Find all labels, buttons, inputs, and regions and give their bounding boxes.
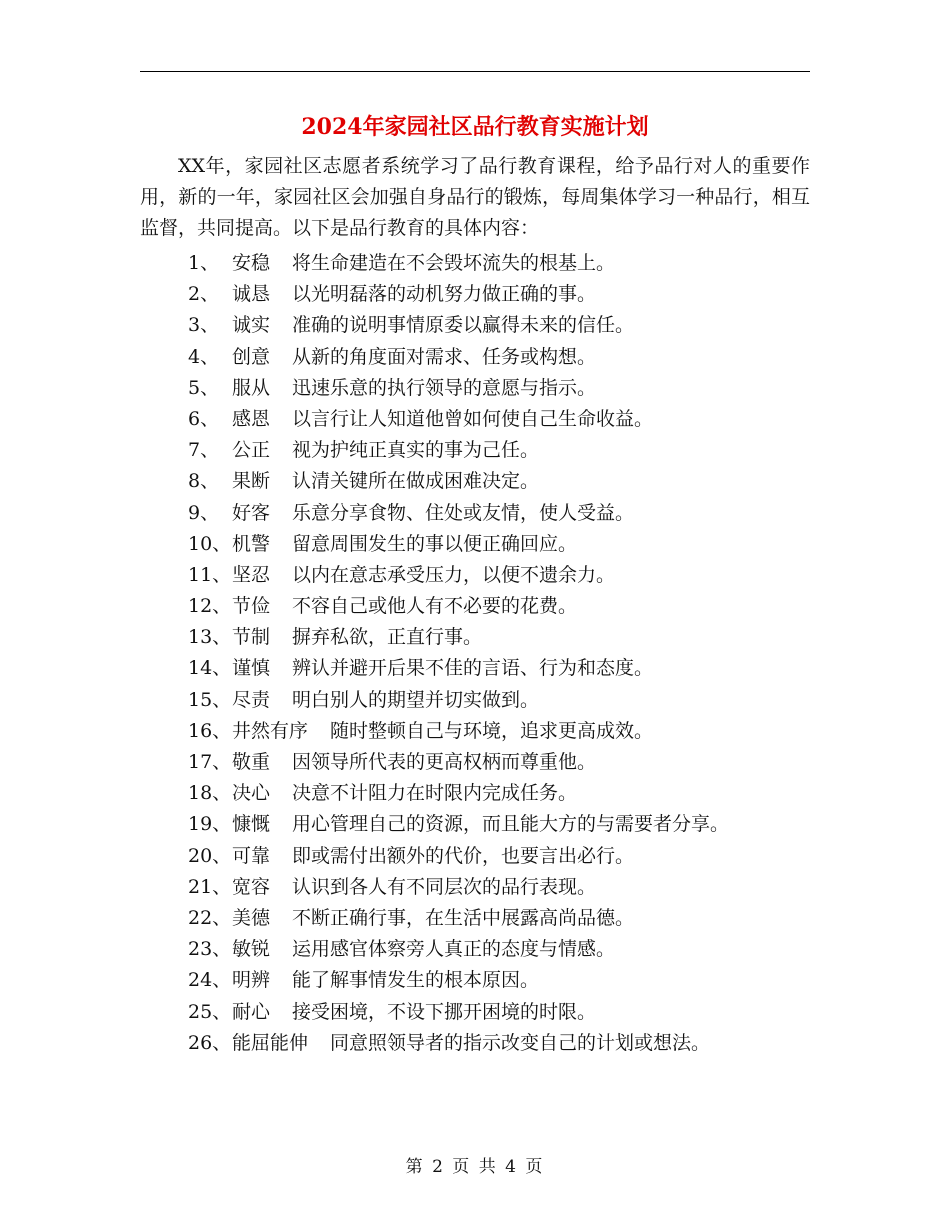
item-number: 13、: [188, 626, 232, 649]
item-number: 12、: [188, 595, 232, 618]
item-description: 以内在意志承受压力，以便不遗余力。: [292, 563, 616, 586]
item-description: 乐意分享食物、住处或友情，使人受益。: [292, 501, 635, 524]
item-description: 因领导所代表的更高权柄而尊重他。: [292, 751, 597, 773]
item-number: 9、: [188, 501, 220, 524]
item-description: 迅速乐意的执行领导的意愿与指示。: [292, 376, 597, 399]
item-description: 接受困境，不设下挪开困境的时限。: [292, 1000, 597, 1023]
item-term: 节俭: [232, 595, 271, 618]
item-description: 明白别人的期望并切实做到。: [292, 688, 540, 711]
item-term: 能屈能伸: [232, 1031, 309, 1054]
page-footer: 第 2 页 共 4 页: [405, 1157, 545, 1177]
item-number: 6、: [188, 407, 220, 430]
list-item: [188, 965, 828, 996]
item-number: 20、: [188, 844, 232, 867]
list-item: [188, 934, 828, 965]
item-description: 决意不计阻力在时限内完成任务。: [292, 782, 578, 805]
item-description: 随时整顿自己与环境，追求更高成效。: [330, 719, 654, 742]
header-rule: [140, 71, 810, 72]
item-description: 能了解事情发生的根本原因。: [292, 969, 540, 992]
item-term: 好客: [232, 501, 271, 524]
item-description: 以光明磊落的动机努力做正确的事。: [292, 283, 597, 306]
item-description: 辨认并避开后果不佳的言语、行为和态度。: [292, 657, 654, 680]
item-description: 留意周围发生的事以便正确回应。: [292, 532, 578, 555]
list-item: [188, 1028, 828, 1059]
item-number: 19、: [188, 813, 232, 836]
list-item: [188, 342, 828, 373]
item-description: 不断正确行事，在生活中展露高尚品德。: [292, 906, 635, 929]
document-title: 2024年家园社区品行教育实施计划: [301, 114, 649, 140]
item-description: 用心管理自己的资源，而且能大方的与需要者分享。: [292, 813, 730, 836]
item-number: 16、: [188, 719, 232, 742]
item-number: 25、: [188, 1000, 232, 1023]
list-item: [188, 373, 828, 404]
item-term: 坚忍: [232, 563, 271, 586]
item-number: 3、: [188, 314, 220, 337]
list-item: [188, 997, 828, 1028]
item-number: 14、: [188, 657, 232, 680]
item-term: 节制: [232, 626, 271, 649]
list-item: [188, 685, 828, 716]
item-description: 摒弃私欲，正直行事。: [292, 626, 483, 649]
item-term: 尽责: [232, 688, 271, 711]
item-number: 8、: [188, 470, 220, 493]
item-term: 井然有序: [232, 719, 309, 742]
list-item: [188, 279, 828, 310]
list-item: [188, 903, 828, 934]
item-term: 耐心: [232, 1000, 271, 1023]
item-number: 21、: [188, 875, 232, 898]
item-term: 明辨: [232, 969, 271, 992]
item-term: 决心: [232, 782, 271, 805]
item-description: 视为护纯正真实的事为己任。: [292, 439, 540, 462]
item-term: 机警: [232, 532, 271, 555]
item-number: 11、: [188, 563, 232, 586]
list-item: [188, 435, 828, 466]
item-description: 认清关键所在做成困难决定。: [292, 470, 540, 493]
item-number: 2、: [188, 283, 220, 306]
item-description: 以言行让人知道他曾如何使自己生命收益。: [292, 407, 654, 430]
item-term: 感恩: [232, 407, 271, 430]
list-item: [188, 841, 828, 872]
intro-paragraph: XX年，家园社区志愿者系统学习了品行教育课程，给予品行对人的重要作用，新的一年，家园社区会加强自身品行的锻炼，每周集体学习一种品行，相互监督，共同提高。以下是品行教育的具体内容：: [140, 155, 810, 239]
item-number: 1、: [188, 252, 220, 274]
item-number: 15、: [188, 688, 232, 711]
item-term: 美德: [232, 906, 271, 929]
item-term: 安稳: [232, 252, 271, 274]
item-description: 将生命建造在不会毁坏流失的根基上。: [292, 252, 616, 274]
item-number: 24、: [188, 969, 232, 992]
list-item: [188, 747, 828, 778]
item-number: 7、: [188, 439, 220, 462]
item-description: 同意照领导者的指示改变自己的计划或想法。: [330, 1031, 711, 1054]
item-number: 4、: [188, 345, 220, 368]
item-term: 敬重: [232, 751, 271, 773]
item-term: 诚实: [232, 314, 271, 337]
item-number: 10、: [188, 532, 232, 555]
item-term: 公正: [232, 439, 271, 462]
item-term: 谨慎: [232, 657, 271, 680]
list-item: [188, 560, 828, 591]
list-item: [188, 778, 828, 809]
item-number: 18、: [188, 782, 232, 805]
item-description: 从新的角度面对需求、任务或构想。: [292, 345, 597, 368]
item-term: 果断: [232, 470, 271, 493]
item-term: 创意: [232, 345, 271, 368]
item-term: 服从: [232, 376, 271, 399]
item-term: 可靠: [232, 844, 271, 867]
item-number: 26、: [188, 1031, 232, 1054]
item-number: 22、: [188, 906, 232, 929]
list-item: [188, 622, 828, 653]
list-item: [188, 872, 828, 903]
list-item: [188, 310, 828, 341]
item-description: 认识到各人有不同层次的品行表现。: [292, 875, 597, 898]
list-item: [188, 591, 828, 622]
item-number: 23、: [188, 938, 232, 961]
item-description: 不容自己或他人有不必要的花费。: [292, 595, 578, 618]
item-description: 准确的说明事情原委以赢得未来的信任。: [292, 314, 635, 337]
item-term: 敏锐: [232, 938, 271, 961]
item-term: 诚恳: [232, 283, 271, 306]
list-item: [188, 653, 828, 684]
item-term: 慷慨: [232, 813, 271, 836]
item-number: 17、: [188, 751, 232, 773]
list-item: [188, 529, 828, 560]
virtue-list: [188, 248, 828, 1059]
item-description: 运用感官体察旁人真正的态度与情感。: [292, 938, 616, 961]
list-item: [188, 716, 828, 747]
list-item: [188, 498, 828, 529]
item-description: 即或需付出额外的代价，也要言出必行。: [292, 844, 635, 867]
list-item: [188, 404, 828, 435]
list-item: [188, 248, 828, 279]
item-term: 宽容: [232, 875, 271, 898]
item-number: 5、: [188, 376, 220, 399]
list-item: [188, 809, 828, 840]
list-item: [188, 466, 828, 497]
